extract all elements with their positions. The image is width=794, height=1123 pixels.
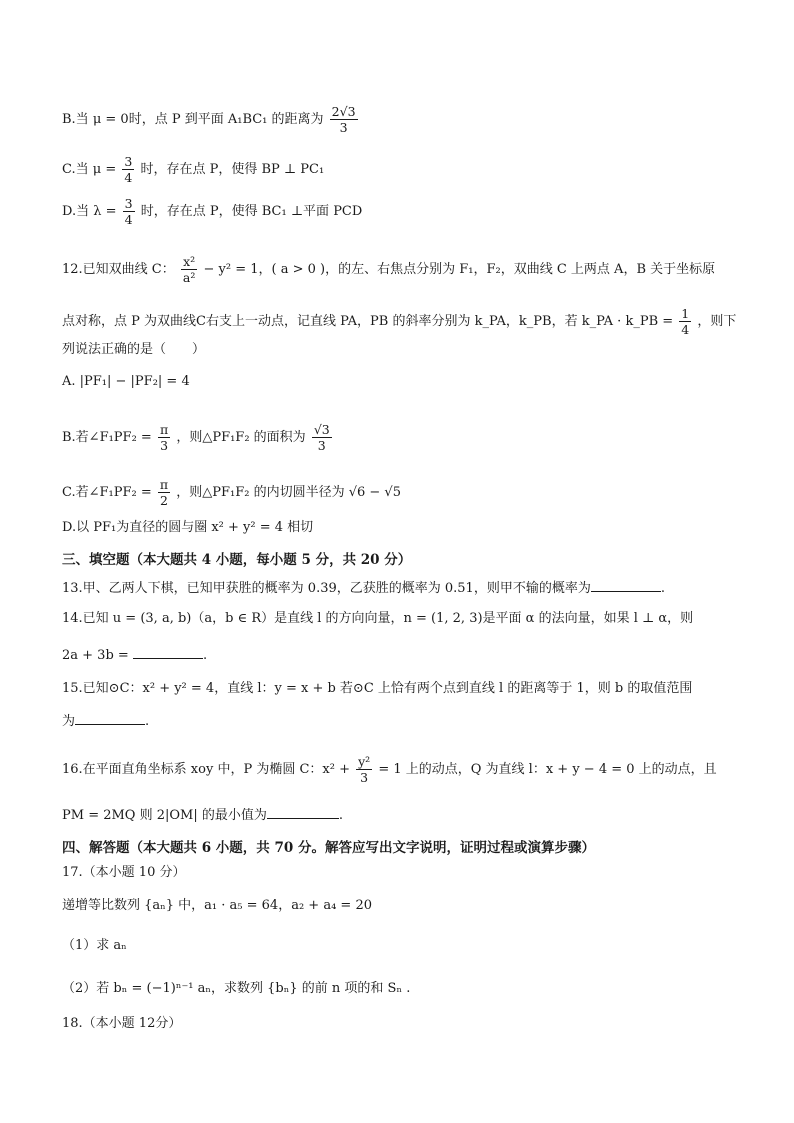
fraction-denominator: 4: [681, 322, 690, 337]
q12-option-b-fraction-1: [158, 422, 170, 453]
q16-text-1b: = 1 上的动点，Q 为直线 l：x + y − 4 = 0 上的动点，且: [378, 762, 717, 777]
q12-option-c-suffix: ，则△PF₁F₂ 的内切圆半径为 √6 − √5: [176, 485, 401, 500]
fraction-numerator: 3: [124, 196, 133, 211]
q12-stem-1b: − y² = 1，( a > 0 )，的左、右焦点分别为 F₁，F₂，双曲线 C 上两点 A，B 关于坐标原: [203, 262, 716, 277]
fraction-denominator: 3: [356, 769, 372, 785]
q12-option-c: [62, 477, 744, 508]
q11-option-d-prefix: D.当 λ =: [62, 204, 117, 219]
q12-option-a: A. |PF₁| − |PF₂| = 4: [62, 374, 190, 389]
q13-period: .: [660, 581, 665, 596]
q12-option-b-mid: ，则△PF₁F₂ 的面积为: [176, 430, 306, 445]
fraction-denominator: 4: [124, 212, 133, 227]
q15-text-2: 为: [62, 714, 76, 729]
q12-option-c-prefix: C.若∠F₁PF₂ =: [62, 485, 152, 500]
q12-stem-line-3: 列说法正确的是（ ）: [62, 342, 206, 357]
q16-text-2: PM = 2MQ 则 2|OM| 的最小值为: [62, 808, 267, 823]
q16-period: .: [338, 808, 343, 823]
fraction-numerator: 2√3: [331, 104, 356, 119]
q14-period: .: [202, 648, 208, 663]
q16-fraction: [356, 754, 372, 785]
q15-line-2: [62, 712, 744, 731]
q13-line: [62, 579, 744, 598]
fraction-numerator: 1: [681, 306, 690, 321]
q11-option-b-text: B.当 μ = 0时，点 P 到平面 A₁BC₁ 的距离为: [62, 112, 324, 127]
q12-option-d: D.以 PF₁为直径的圆与圈 x² + y² = 4 相切: [62, 520, 314, 535]
q11-option-b: [62, 104, 744, 135]
q18-title: 18.（本小题 12分）: [62, 1016, 182, 1031]
q15-line-1: 15.已知⊙C：x² + y² = 4，直线 l：y = x + b 若⊙C 上恰有两个点到直线 l 的距离等于 1，则 b 的取值范围: [62, 681, 693, 696]
q12-stem-1a: 12.已知双曲线 C：: [62, 262, 175, 277]
q12-stem-2b: ，则下: [697, 314, 737, 329]
section-4-heading: 四、解答题（本大题共 6 小题，共 70 分。解答应写出文字说明，证明过程或演算步骤）: [62, 840, 595, 856]
q14-text-2: 2a + 3b =: [62, 648, 129, 663]
q17-title: 17.（本小题 10 分）: [62, 865, 186, 880]
q17-part-2: （2）若 bₙ = (−1)ⁿ⁻¹ aₙ，求数列 {bₙ} 的前 n 项的和 Sₙ .: [62, 981, 411, 996]
fraction-numerator: x²: [183, 254, 196, 269]
q12-option-b-fraction-2: [312, 422, 332, 453]
q16-line-2: [62, 806, 744, 825]
q12-stem-line-1: [62, 254, 744, 285]
q12-stem-fraction: [181, 254, 197, 285]
q11-option-d-fraction: [123, 196, 135, 227]
q11-option-b-fraction: [330, 104, 358, 135]
q15-answer-blank: [75, 712, 145, 725]
fraction-numerator: y²: [358, 754, 371, 769]
q12-option-c-fraction: [158, 477, 170, 508]
q12-stem-line-2: [62, 306, 744, 337]
q11-option-c-suffix: 时，存在点 P，使得 BP ⊥ PC₁: [140, 162, 325, 177]
q12-stem-fraction-2: [679, 306, 691, 337]
fraction-numerator: π: [159, 422, 169, 437]
fraction-denominator: 3: [330, 119, 358, 135]
q11-option-d-suffix: 时，存在点 P，使得 BC₁ ⊥平面 PCD: [140, 204, 363, 219]
q14-answer-blank: [133, 646, 203, 659]
fraction-numerator: π: [159, 477, 169, 492]
q14-line-2: [62, 646, 744, 665]
fraction-denominator: 3: [158, 437, 170, 453]
q16-text-1a: 16.在平面直角坐标系 xoy 中，P 为椭圆 C：x² +: [62, 762, 350, 777]
q17-stem: 递增等比数列 {aₙ} 中，a₁ · a₅ = 64，a₂ + a₄ = 20: [62, 898, 372, 913]
section-3-heading: 三、填空题（本大题共 4 小题，每小题 5 分，共 20 分）: [62, 552, 412, 568]
q17-part-1: （1）求 aₙ: [62, 938, 127, 953]
fraction-denominator: 3: [312, 437, 332, 453]
q12-option-b-prefix: B.若∠F₁PF₂ =: [62, 430, 152, 445]
q16-answer-blank: [267, 806, 339, 819]
fraction-numerator: 3: [124, 154, 133, 169]
q11-option-c-prefix: C.当 μ =: [62, 162, 117, 177]
q14-line-1: 14.已知 u = (3, a, b)（a，b ∈ R）是直线 l 的方向向量，n = (1, 2, 3)是平面 α 的法向量，如果 l ⊥ α，则: [62, 611, 694, 626]
fraction-denominator: 4: [124, 170, 133, 185]
q11-option-c: [62, 154, 744, 185]
q16-line-1: [62, 754, 744, 785]
q12-option-b: [62, 422, 744, 453]
q15-period: .: [145, 714, 150, 729]
q13-text: 13.甲、乙两人下棋，已知甲获胜的概率为 0.39，乙获胜的概率为 0.51，则甲不输的概率为: [62, 581, 591, 596]
q11-option-c-fraction: [122, 154, 134, 185]
fraction-denominator: 2: [158, 492, 170, 508]
fraction-denominator: a²: [182, 270, 196, 285]
q11-option-d: [62, 196, 744, 227]
q12-stem-2a: 点对称，点 P 为双曲线C右支上一动点，记直线 PA，PB 的斜率分别为 k_PA，k_PB，若 k_PA · k_PB =: [62, 314, 674, 329]
q13-answer-blank: [591, 579, 661, 592]
fraction-numerator: √3: [313, 422, 330, 437]
